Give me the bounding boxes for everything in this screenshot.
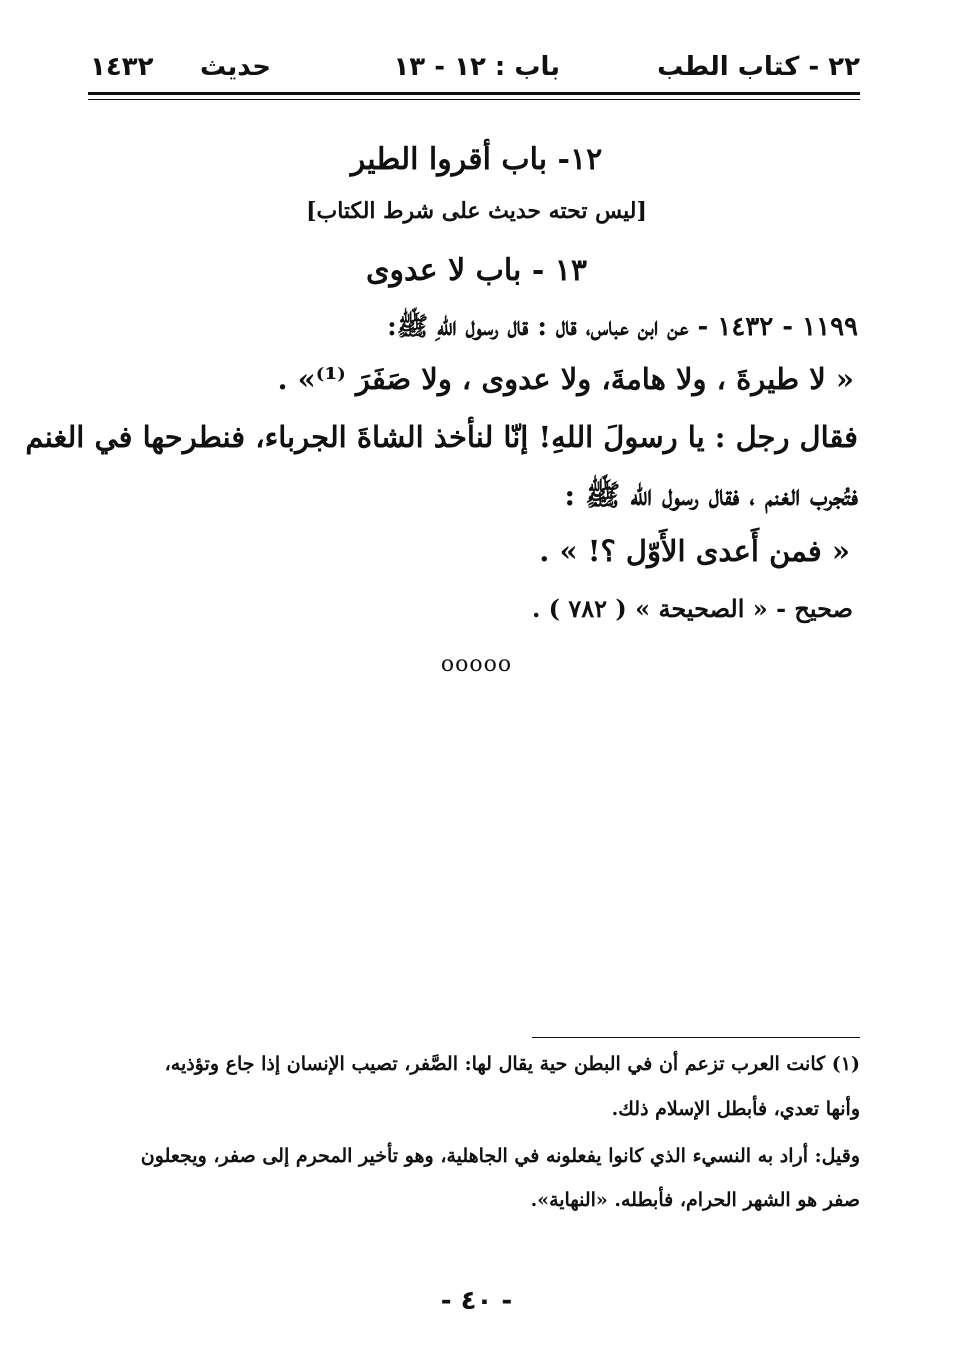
running-header: [88, 52, 860, 92]
hadith-text-line: فقال رجل : يا رسولَ اللهِ! إنّا لنأخذ الشاةَ الجرباء، فنطرحها في الغنم: [25, 420, 858, 454]
hadith-intro: ١١٩٩ - ١٤٣٢ - عن ابن عباس، قال : قال رسول اللهِ ﷺ:: [387, 312, 858, 342]
footnote-line: وأنها تعدي، فأبطل الإسلام ذلك.: [611, 1098, 860, 1120]
hadith-source: صحيح - « الصحيحة » ( ٧٨٢ ) .: [531, 594, 853, 623]
chapter-13-title: ١٣ - باب لا عدوى: [366, 253, 587, 288]
chapter-12-note: [ليس تحته حديث على شرط الكتاب]: [306, 198, 647, 224]
header-rule-thin: [88, 99, 860, 100]
header-chapter-range: باب : ١٢ - ١٣: [393, 52, 560, 82]
header-book-title: ٢٢ - كتاب الطب: [657, 52, 860, 82]
header-hadith-label: حديث: [200, 52, 272, 82]
page-number: - ٤٠ -: [440, 1286, 513, 1316]
hadith-text-line: فتُجرب الغنم ، فقال رسول الله ﷺ :: [564, 478, 858, 512]
footnote-rule: [532, 1037, 860, 1038]
section-separator: ooooo: [440, 652, 513, 677]
chapter-12-title: ١٢- باب أقروا الطير: [350, 142, 603, 177]
footnote-line: وقيل: أراد به النسيء الذي كانوا يفعلونه في الجاهلية، وهو تأخير المحرم إلى صفر، ويجعلون: [140, 1145, 860, 1167]
hadith-text-line: « فمن أَعدى الأَوّل ؟! » .: [539, 534, 850, 568]
hadith-text-line: « لا طيرةَ ، ولا هامةَ، ولا عدوى ، ولا صَفَرَ ⁽¹⁾» .: [277, 362, 854, 396]
footnote-line: (١) كانت العرب تزعم أن في البطن حية يقال لها: الصَّفر، تصيب الإنسان إذا جاع وتؤذيه،: [164, 1053, 860, 1075]
header-rule-thick: [88, 92, 860, 95]
header-hadith-number: ١٤٣٢: [90, 52, 154, 82]
footnote-line: صفر هو الشهر الحرام، فأبطله. «النهاية».: [530, 1189, 860, 1211]
